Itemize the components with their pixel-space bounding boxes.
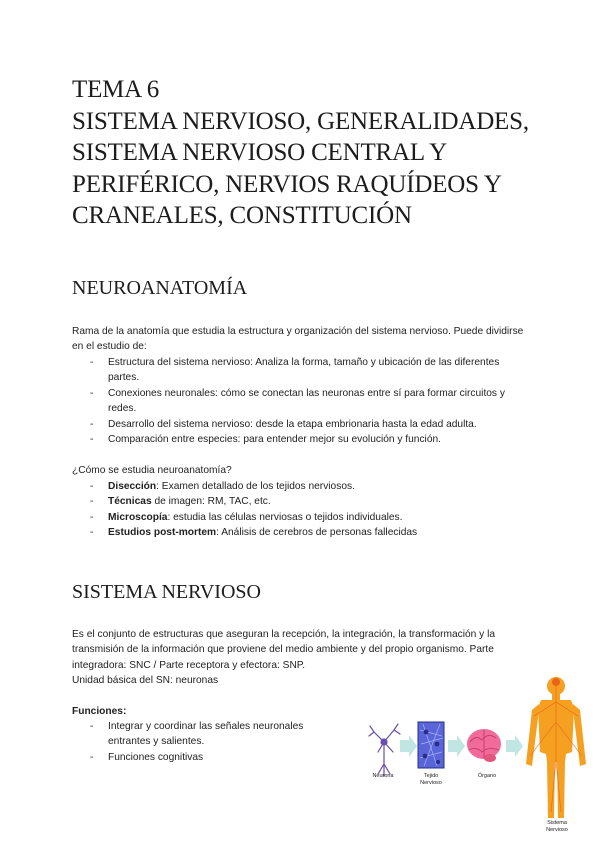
brain-dot-icon bbox=[552, 678, 560, 686]
label-sistema: Sistema bbox=[547, 820, 567, 826]
title-line: CRANEALES, CONSTITUCIÓN bbox=[72, 202, 412, 229]
neuroanatomia-list bbox=[90, 355, 530, 447]
label-neurona: Neurona bbox=[372, 773, 394, 779]
label-nervioso: Nervioso bbox=[546, 827, 568, 833]
nervous-tissue-icon bbox=[418, 722, 444, 768]
method-desc: : Análisis de cerebros de personas fallecidas bbox=[216, 527, 418, 539]
method-term: Microscopía bbox=[108, 511, 168, 523]
nervous-system-hierarchy-figure bbox=[360, 672, 592, 844]
sistema-paragraph: Es el conjunto de estructuras que aseguran la recepción, la integración, la transformación y la transmisión de la información que proviene del medio ambiente y del propio organismo. Parte integradora: SNC / Parte receptora y efectora: SNP. bbox=[72, 629, 496, 671]
methods-list bbox=[90, 479, 530, 541]
arrow-icon bbox=[506, 735, 523, 757]
nerves-icon bbox=[530, 684, 582, 812]
title-line: SISTEMA NERVIOSO CENTRAL Y bbox=[72, 139, 447, 166]
method-term: Disección bbox=[108, 481, 157, 492]
arrow-icon bbox=[400, 735, 417, 757]
label-organo: Órgano bbox=[477, 773, 497, 779]
label-nervioso: Nervioso bbox=[420, 780, 442, 786]
heading-sistema-nervioso: SISTEMA NERVIOSO bbox=[72, 581, 261, 603]
list-item bbox=[90, 510, 530, 525]
title-line: PERIFÉRICO, NERVIOS RAQUÍDEOS Y bbox=[72, 170, 502, 198]
method-term: Técnicas bbox=[108, 496, 152, 508]
list-item bbox=[90, 525, 530, 540]
label-tejido: Tejido bbox=[423, 773, 439, 779]
list-item: - Comparación entre especies: para entender mejor su evolución y función. bbox=[90, 432, 530, 447]
funciones-list bbox=[90, 719, 330, 765]
method-desc: de imagen: RM, TAC, etc. bbox=[151, 496, 271, 508]
title-line: SISTEMA NERVIOSO, GENERALIDADES, bbox=[72, 107, 529, 135]
method-desc: : Examen detallado de los tejidos nerviosos. bbox=[156, 481, 355, 492]
neuroanatomia-intro: Rama de la anatomía que estudia la estructura y organización del sistema nervioso. Puede dividirse en el estudio de: bbox=[72, 326, 524, 353]
list-item bbox=[90, 494, 530, 509]
list-item: - Desarrollo del sistema nervioso: desde la etapa embrionaria hasta la edad adulta. bbox=[90, 417, 530, 432]
brain-icon bbox=[467, 729, 501, 762]
list-item: - Conexiones neuronales: cómo se conectan las neuronas entre sí para formar circuitos y redes. bbox=[90, 386, 530, 417]
list-item: - Funciones cognitivas bbox=[90, 750, 330, 765]
method-desc: : estudia las células nerviosas o tejidos individuales. bbox=[167, 511, 403, 523]
title-line: TEMA 6 bbox=[72, 76, 159, 103]
neuron-icon bbox=[369, 724, 400, 776]
arrow-icon bbox=[448, 735, 465, 757]
document-title bbox=[72, 74, 572, 232]
method-term: Estudios post-mortem bbox=[108, 527, 217, 539]
neuroanatomia-question: ¿Cómo se estudia neuroanatomía? bbox=[72, 465, 232, 476]
list-item: - Estructura del sistema nervioso: Analiza la forma, tamaño y ubicación de las diferentes partes. bbox=[90, 355, 530, 386]
heading-neuroanatomia: NEUROANATOMÍA bbox=[72, 277, 248, 299]
sistema-unidad: Unidad básica del SN: neuronas bbox=[72, 675, 219, 686]
funciones-label: Funciones: bbox=[72, 706, 127, 717]
list-item bbox=[90, 479, 530, 494]
list-item: - Integrar y coordinar las señales neuronales entrantes y salientes. bbox=[90, 719, 330, 750]
